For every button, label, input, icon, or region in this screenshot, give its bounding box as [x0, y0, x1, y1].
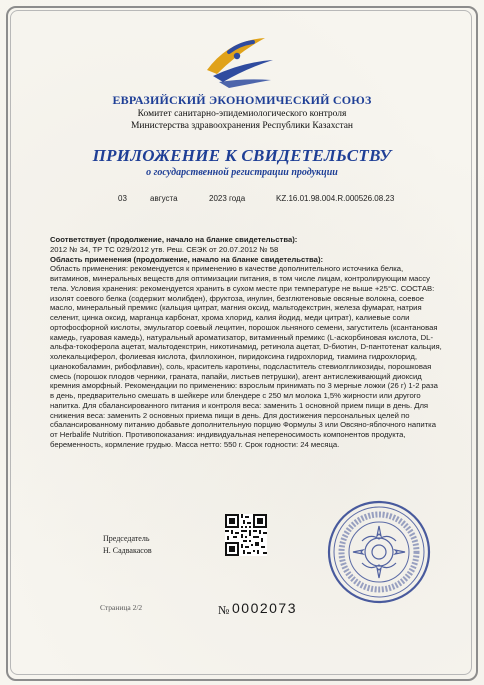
official-seal-icon — [326, 499, 432, 605]
union-title: ЕВРАЗИЙСКИЙ ЭКОНОМИЧЕСКИЙ СОЮЗ — [112, 93, 372, 107]
qr-code-icon — [225, 514, 267, 556]
page-label: Страница 2/2 — [100, 603, 143, 612]
blank-number: 0002073 — [232, 600, 298, 616]
eaeu-emblem-icon — [199, 22, 279, 94]
signer-name: Н. Садвакасов — [103, 546, 152, 555]
conformity-heading: Соответствует (продолжение, начало на бланке свидетельства): — [50, 235, 298, 244]
committee-line-1: Комитет санитарно-эпидемиологического контроля — [137, 109, 347, 119]
scope-heading: Область применения (продолжение, начало на бланке свидетельства): — [50, 254, 324, 264]
registration-number: KZ.16.01.98.004.R.000526.08.23 — [276, 194, 395, 203]
appendix-subtitle: о государственной регистрации продукции — [146, 167, 338, 178]
number-sign: № — [218, 603, 230, 617]
appendix-title: ПРИЛОЖЕНИЕ К СВИДЕТЕЛЬСТВУ — [92, 146, 392, 165]
date-month: августа — [150, 194, 178, 203]
conformity-text: 2012 № 34, ТР ТС 029/2012 утв. Реш. СЕЭК от 20.07.2012 № 58 — [50, 244, 279, 254]
date-day: 03 — [118, 194, 127, 203]
signer-position: Председатель — [103, 534, 150, 543]
committee-line-2: Министерства здравоохранения Республики Казахстан — [130, 121, 354, 131]
date-year: 2023 года — [209, 194, 246, 203]
scope-text: Область применения: рекомендуется к применению в качестве дополнительного источника белка, витаминов, минеральных веществ для оптимизации питания, в том числе лицам, контролирующим массу тела. Условия хранения: рекомендуется хранить в сухом месте при температуре не выше +25°С. СОСТАВ: изолят соевого белка (содержит молибден), фруктоза, инулин, безглютеновые овсяные волокна, соевое масло, минеральный премикс (кальция цитрат, магния оксид, мальтодекстрин, железа фумарат, натрия селенит, цинка оксид, марганца карбонат, хрома хлорид, калия йодид, меди цитрат), калиевые соли ортофосфорной кислоты, эмульгатор соевый лецитин, порошок льняного семени, загуститель (ксантановая камедь, гуаровая камедь), натуральный ароматизатор, витаминный премикс (L-аскорбиновая кислота, DL-альфа-токоферола ацетат, мальтодекстрин, никотинамид, ретинола ацетат, D-биотин, D-пантотенат кальция, холекальциферол, фолиевая кислота, филлохинон, пиридоксина гидрохлорид, тиамина гидрохлорид, цианокобаламин, рибофлавин), соль, краситель каротины, подсластитель стевиолгликозиды, порошковая смесь (порошок плодов черники, граната, папайи, листьев петрушки), агент антислеживающий диоксид кремния аморфный. Рекомендации по применению: взрослым принимать по 3 мерные ложки (26 г) 1-2 раза в день, предварительно смешать в шейкере или блендере с 250 мл молока 1,5% жирности или другого напитка. Для сбалансированного питания и контроля веса: заменить 1 основной прием пищи в день. Для снижения веса: заменить 2 основных приема пищи в день. Для достижения персональных целей по сбалансированному питанию добавьте дополнительную порцию Формулы 3 или Овсяно-яблочного напитка от Herbalife Nutrition. Противопоказания: индивидуальная непереносимость компонентов продукта, беременность, кормление грудью. Масса нетто: 550 г. Срок годности: 24 месяца. — [50, 264, 442, 449]
certificate-body — [50, 235, 442, 450]
